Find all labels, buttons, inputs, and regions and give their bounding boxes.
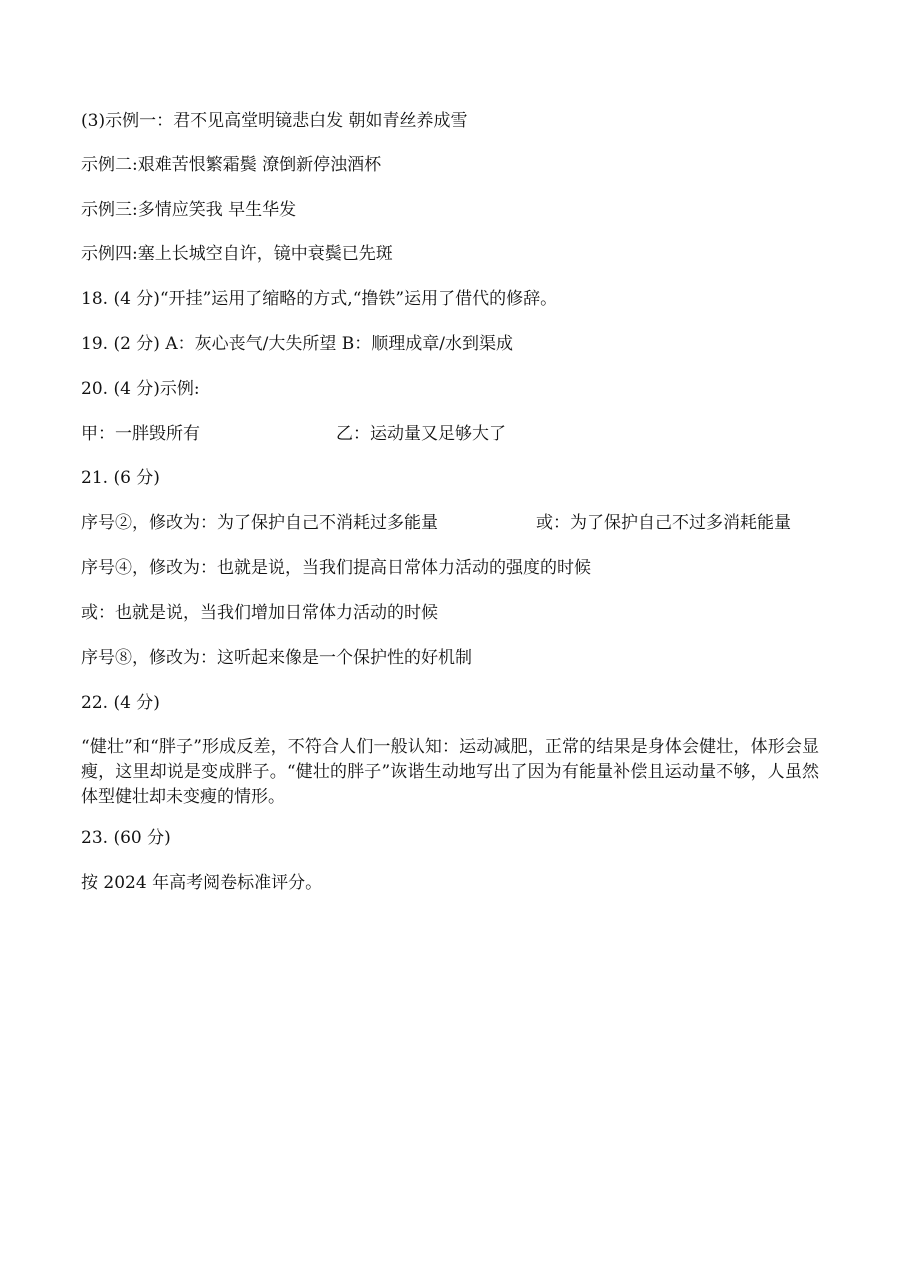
- q17-example-1: (3)示例一：君不见高堂明镜悲白发 朝如青丝养成雪: [81, 111, 468, 131]
- q21-item-4-alt: 或：也就是说，当我们增加日常体力活动的时候: [81, 603, 438, 623]
- q17-example-3: 示例三:多情应笑我 早生华发: [81, 200, 297, 220]
- q20-yi: 乙：运动量又足够大了: [336, 424, 506, 444]
- q22-body: “健壮”和“胖子”形成反差，不符合人们一般认知：运动减肥，正常的结果是身体会健壮，体形会显瘦，这里却说是变成胖子。“健壮的胖子”诙谐生动地写出了因为有能量补偿且运动量不够，人虽然体型健壮却未变瘦的情形。: [81, 737, 819, 807]
- q21-item-8: 序号⑧，修改为：这听起来像是一个保护性的好机制: [81, 648, 472, 668]
- q20-jia: 甲：一胖毁所有: [81, 424, 200, 444]
- q19-answer: 19. (2 分) A：灰心丧气/大失所望 B：顺理成章/水到渠成: [81, 334, 513, 354]
- q23-header: 23. (60 分): [81, 828, 171, 848]
- q23-body: 按 2024 年高考阅卷标准评分。: [81, 873, 323, 893]
- q20-header: 20. (4 分)示例:: [81, 379, 200, 399]
- q22-header: 22. (4 分): [81, 693, 160, 713]
- q17-example-4: 示例四:塞上长城空自许，镜中衰鬓已先斑: [81, 244, 393, 264]
- q21-item-2: 序号②，修改为：为了保护自己不消耗过多能量: [81, 513, 438, 533]
- q21-item-4: 序号④，修改为：也就是说，当我们提高日常体力活动的强度的时候: [81, 558, 591, 578]
- q21-header: 21. (6 分): [81, 468, 160, 488]
- q18-answer: 18. (4 分)“开挂”运用了缩略的方式,“撸铁”运用了借代的修辞。: [81, 289, 558, 309]
- q21-item-2-alt: 或：为了保护自己不过多消耗能量: [536, 513, 791, 533]
- q17-example-2: 示例二:艰难苦恨繁霜鬓 潦倒新停浊酒杯: [81, 155, 382, 175]
